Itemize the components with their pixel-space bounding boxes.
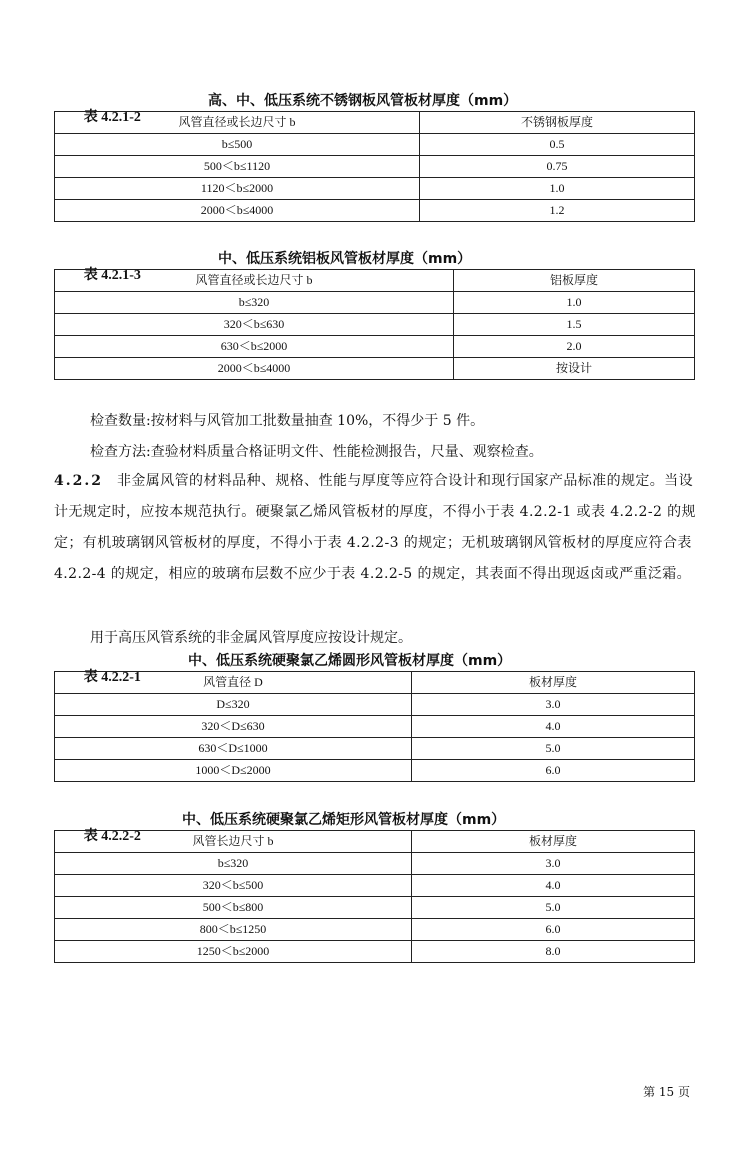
table-number: 表 4.2.2-1 xyxy=(83,670,141,685)
table-cell: 800＜b≤1250 xyxy=(55,919,412,941)
table-cell: 1.0 xyxy=(420,178,695,200)
table-number: 表 4.2.2-2 xyxy=(83,829,141,844)
table-cell: 2000＜b≤4000 xyxy=(55,200,420,222)
table-cell: 630＜D≤1000 xyxy=(55,738,412,760)
header-cell: 风管直径或长边尺寸 b xyxy=(55,270,454,292)
table-cell: 5.0 xyxy=(412,738,695,760)
table-row xyxy=(55,178,695,200)
table-stainless-steel-thickness xyxy=(54,111,695,222)
table-cell: 0.5 xyxy=(420,134,695,156)
table-title: 中、低压系统铝板风管板材厚度（mm） xyxy=(218,251,472,267)
table-cell: 1.5 xyxy=(454,314,695,336)
table-cell: 3.0 xyxy=(412,853,695,875)
table-cell: 500＜b≤800 xyxy=(55,897,412,919)
clause-number: 4.2.2 xyxy=(54,473,103,489)
table-row xyxy=(55,358,695,380)
header-cell: 板材厚度 xyxy=(412,831,695,853)
table-row xyxy=(55,941,695,963)
table-number: 表 4.2.1-3 xyxy=(83,268,141,283)
table-pvc-rect-duct-thickness xyxy=(54,830,695,963)
header-cell: 风管长边尺寸 b xyxy=(55,831,412,853)
table-row xyxy=(55,897,695,919)
table-row xyxy=(55,156,695,178)
table-header-row xyxy=(55,831,695,853)
clause-4-2-2 xyxy=(54,466,699,590)
table-cell: 500＜b≤1120 xyxy=(55,156,420,178)
table-cell: 8.0 xyxy=(412,941,695,963)
table-cell: 320＜b≤500 xyxy=(55,875,412,897)
clause-body: 非金属风管的材料品种、规格、性能与厚度等应符合设计和现行国家产品标准的规定。当设计无规定时，应按本规范执行。硬聚氯乙烯风管板材的厚度，不得小于表 4.2.2-1 或表 4.2.2-2 的规定；有机玻璃钢风管板材的厚度，不得小于表 4.2.2-3 的规定；无机玻璃钢风管板材的厚度应符合表 4.2.2-4 的规定，相应的玻璃布层数不应少于表 4.2.2-5 的规定，其表面不得出现返卤或严重泛霜。 xyxy=(54,473,696,582)
table-pvc-round-duct-thickness xyxy=(54,671,695,782)
table-row xyxy=(55,716,695,738)
table-cell: 6.0 xyxy=(412,919,695,941)
table-cell: 4.0 xyxy=(412,875,695,897)
table-cell: 2000＜b≤4000 xyxy=(55,358,454,380)
check-quantity-text: 检查数量:按材料与风管加工批数量抽查 10%，不得少于 5 件。 xyxy=(90,413,485,429)
table-cell: 6.0 xyxy=(412,760,695,782)
table-title: 高、中、低压系统不锈钢板风管板材厚度（mm） xyxy=(208,93,518,109)
table-header-row xyxy=(55,112,695,134)
table-cell: 320＜D≤630 xyxy=(55,716,412,738)
table-row xyxy=(55,875,695,897)
header-cell: 不锈钢板厚度 xyxy=(420,112,695,134)
table-cell: 320＜b≤630 xyxy=(55,314,454,336)
header-cell: 板材厚度 xyxy=(412,672,695,694)
table-cell: 2.0 xyxy=(454,336,695,358)
table-cell: 4.0 xyxy=(412,716,695,738)
table-cell: 5.0 xyxy=(412,897,695,919)
table-row xyxy=(55,134,695,156)
header-cell: 铝板厚度 xyxy=(454,270,695,292)
table-cell: 0.75 xyxy=(420,156,695,178)
table-cell: 按设计 xyxy=(454,358,695,380)
page-number: 第 15 页 xyxy=(643,1085,690,1099)
table-row xyxy=(55,760,695,782)
table-cell: 1000＜D≤2000 xyxy=(55,760,412,782)
table-row xyxy=(55,336,695,358)
table-cell: 1.2 xyxy=(420,200,695,222)
table-header-row xyxy=(55,270,695,292)
table-cell: 630＜b≤2000 xyxy=(55,336,454,358)
table-row xyxy=(55,292,695,314)
table-number: 表 4.2.1-2 xyxy=(83,110,141,125)
table-cell: b≤500 xyxy=(55,134,420,156)
header-cell: 风管直径或长边尺寸 b xyxy=(55,112,420,134)
table-row xyxy=(55,919,695,941)
table-row xyxy=(55,738,695,760)
table-cell: 1250＜b≤2000 xyxy=(55,941,412,963)
table-cell: D≤320 xyxy=(55,694,412,716)
table-cell: 1.0 xyxy=(454,292,695,314)
header-cell: 风管直径 D xyxy=(55,672,412,694)
table-cell: b≤320 xyxy=(55,853,412,875)
table-row xyxy=(55,200,695,222)
table-aluminum-thickness xyxy=(54,269,695,380)
table-row xyxy=(55,314,695,336)
table-cell: b≤320 xyxy=(55,292,454,314)
table-title: 中、低压系统硬聚氯乙烯矩形风管板材厚度（mm） xyxy=(182,812,506,828)
table-header-row xyxy=(55,672,695,694)
table-cell: 1120＜b≤2000 xyxy=(55,178,420,200)
table-row xyxy=(55,694,695,716)
table-cell: 3.0 xyxy=(412,694,695,716)
table-title: 中、低压系统硬聚氯乙烯圆形风管板材厚度（mm） xyxy=(188,653,512,669)
check-method-text: 检查方法:查验材料质量合格证明文件、性能检测报告，尺量、观察检查。 xyxy=(90,444,543,460)
table-row xyxy=(55,853,695,875)
high-pressure-note: 用于高压风管系统的非金属风管厚度应按设计规定。 xyxy=(90,630,412,646)
